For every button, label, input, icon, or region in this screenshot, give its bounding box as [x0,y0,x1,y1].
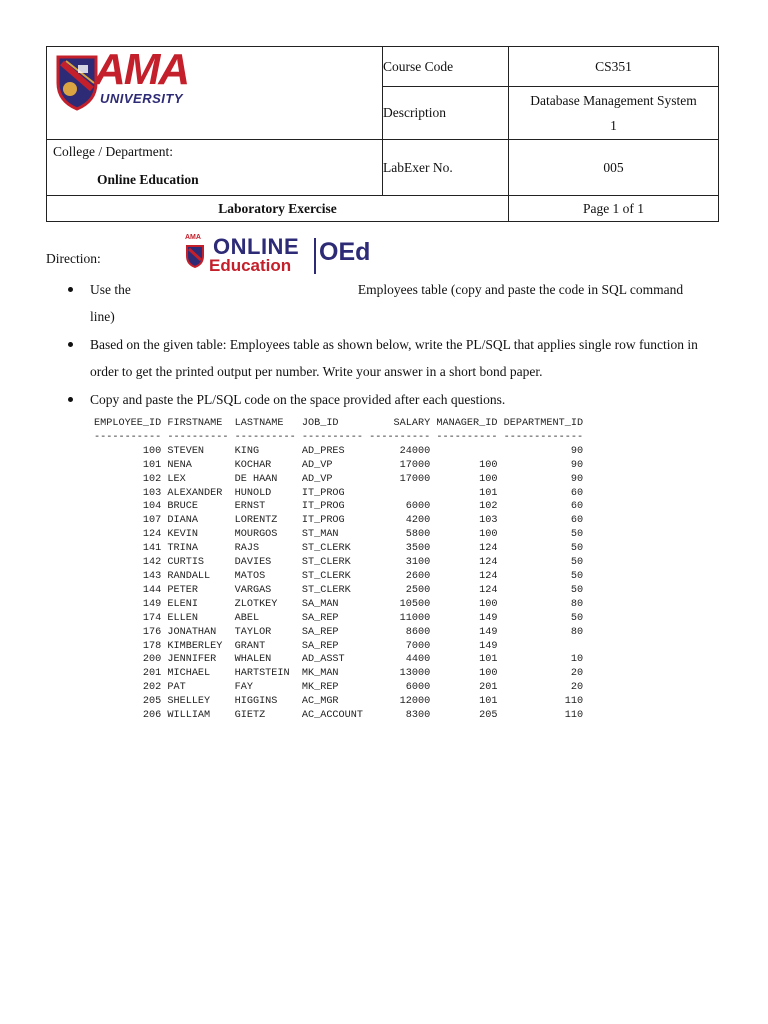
list-item: Based on the given table: Employees table as shown below, write the PL/SQL that applies single row function in order to get the printed output per number. Write your answer in a short bond paper. [64,331,704,385]
table-row: 124 KEVIN MOURGOS ST_MAN 5800 100 50 [142,529,584,541]
course-code-label: Course Code [383,47,509,87]
online-education-logo [185,234,370,278]
employees-table-output [94,417,583,723]
oed-education-text: Education [209,256,292,275]
table-row: 101 NENA KOCHAR AD_VP 17000 100 90 [142,459,584,471]
labexer-value: 005 [509,140,719,196]
labexer-label: LabExer No. [383,140,509,196]
college-cell [47,140,383,196]
table-row: 141 TRINA RAJS ST_CLERK 3500 124 50 [142,543,584,555]
table-row: 206 WILLIAM GIETZ AC_ACCOUNT 8300 205 110 [142,710,584,722]
table-separator: ----------- ---------- ---------- ---------- ---------- ---------- ------------- [94,431,584,443]
table-header: EMPLOYEE_ID FIRSTNAME LASTNAME JOB_ID SALARY MANAGER_ID DEPARTMENT_ID [94,418,584,429]
description-line-2: 1 [610,118,617,134]
table-row: 102 LEX DE HAAN AD_VP 17000 100 90 [142,473,584,485]
table-row: 142 CURTIS DAVIES ST_CLERK 3100 124 50 [142,557,584,569]
table-row: 205 SHELLEY HIGGINS AC_MGR 12000 101 110 [142,696,584,708]
course-code-value: CS351 [509,47,719,87]
college-value: Online Education [97,172,199,187]
table-row: 176 JONATHAN TAYLOR SA_REP 8600 149 80 [142,626,584,638]
exercise-title: Laboratory Exercise [47,196,509,222]
table-row: 174 ELLEN ABEL SA_REP 11000 149 50 [142,612,584,624]
table-row: 149 ELENI ZLOTKEY SA_MAN 10500 100 80 [142,598,584,610]
college-label: College / Department: [53,144,173,159]
header-table [46,46,719,222]
oed-divider [314,238,316,274]
bullet-1-pre: Use the [90,282,131,297]
description-line-1: Database Management System [530,93,697,109]
list-item: Copy and paste the PL/SQL code on the space provided after each questions. [64,386,704,413]
table-row: 104 BRUCE ERNST IT_PROG 6000 102 60 [142,501,584,513]
table-row: 200 JENNIFER WHALEN AD_ASST 4400 101 10 [142,654,584,666]
oed-abbrev-text: OEd [319,238,371,266]
description-value [509,87,719,140]
page-number: Page 1 of 1 [509,196,719,222]
logo-subtitle: UNIVERSITY [100,91,184,106]
direction-label: Direction: [46,251,101,266]
ama-university-logo [54,45,204,111]
table-row: 107 DIANA LORENTZ IT_PROG 4200 103 60 [142,515,584,527]
table-row: 100 STEVEN KING AD_PRES 24000 90 [142,445,584,457]
table-row: 202 PAT FAY MK_REP 6000 201 20 [142,682,584,694]
list-item [64,276,704,330]
direction-list [64,276,704,414]
logo-brand: AMA [94,45,189,94]
table-row: 201 MICHAEL HARTSTEIN MK_MAN 13000 100 20 [142,668,584,680]
shield-icon [185,244,205,268]
logo-cell [47,47,383,140]
table-row: 143 RANDALL MATOS ST_CLERK 2600 124 50 [142,570,584,582]
table-row: 178 KIMBERLEY GRANT SA_REP 7000 149 [142,640,498,652]
description-label: Description [383,87,509,140]
oed-mini-brand: AMA [185,234,201,241]
bullet-1-post: Employees table (copy and paste the code in SQL command line) [90,282,684,324]
oed-online-text: ONLINE [213,234,300,259]
table-row: 144 PETER VARGAS ST_CLERK 2500 124 50 [142,584,584,596]
table-row: 103 ALEXANDER HUNOLD IT_PROG 101 60 [142,487,584,499]
